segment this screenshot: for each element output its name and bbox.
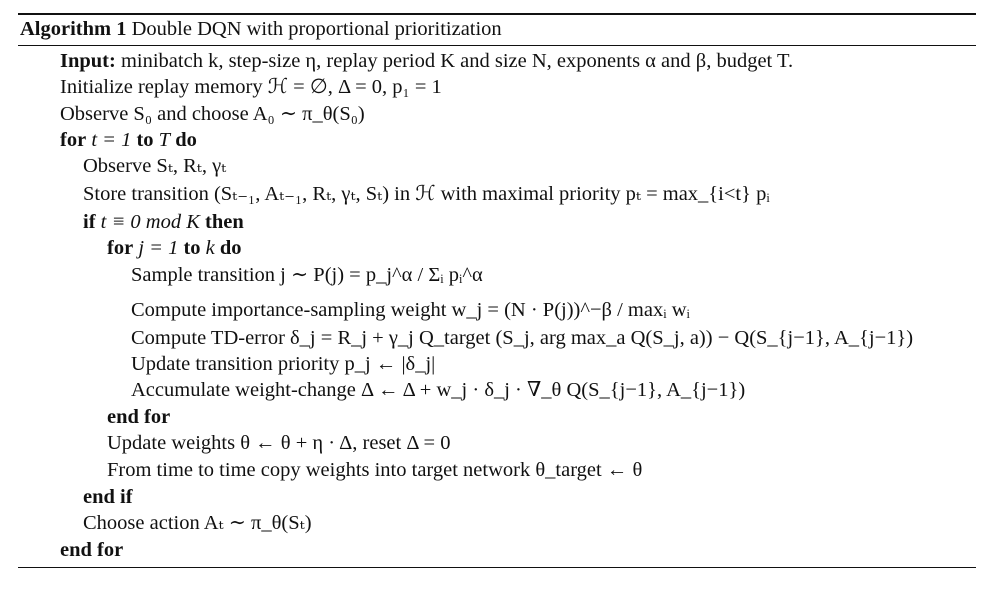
line-text: Store transition (Sₜ₋₁, Aₜ₋₁, Rₜ, γₜ, Sₜ) in ℋ with maximal priority pₜ = max_{i<t} pᵢ	[83, 183, 770, 205]
line-text: Choose action Aₜ ∼ π_θ(Sₜ)	[83, 512, 312, 534]
line-text: Compute TD-error δ_j = R_j + γ_j Q_target (S_j, arg max_a Q(S_j, a)) − Q(S_{j−1}, A_{j−1})	[131, 327, 914, 349]
line-text: Update weights θ ← θ + η · Δ, reset Δ = 0	[107, 432, 451, 454]
line-text: Sample transition j ∼ P(j) = p_j^α / Σᵢ pᵢ^α	[131, 264, 483, 286]
line-text	[83, 209, 244, 235]
keyword-end-if: end if	[83, 486, 133, 508]
loop-init: t = 1	[91, 129, 132, 151]
bottom-rule	[18, 567, 976, 568]
keyword-for: for	[107, 237, 134, 259]
line-text: Compute importance-sampling weight w_j = (N · P(j))^−β / maxᵢ wᵢ	[131, 299, 690, 321]
algorithm-caption	[20, 14, 502, 44]
line-text	[107, 404, 170, 430]
keyword-end-for: end for	[107, 406, 171, 428]
line-text: Observe S₀ and choose A₀ ∼ π_θ(S₀)	[60, 103, 365, 125]
line-text	[60, 48, 793, 74]
line-text	[60, 537, 123, 563]
input-list: minibatch k, step-size η, replay period K and size N, exponents α and β, budget T.	[120, 50, 794, 72]
line-text: Accumulate weight-change Δ ← Δ + w_j · δ_j · ∇_θ Q(S_{j−1}, A_{j−1})	[131, 379, 746, 401]
keyword-do: do	[175, 129, 197, 151]
keyword-input: Input:	[60, 50, 116, 72]
line-text: Initialize replay memory ℋ = ∅, Δ = 0, p₁ = 1	[60, 76, 442, 98]
line-text: Observe Sₜ, Rₜ, γₜ	[83, 155, 227, 177]
if-condition: t ≡ 0 mod K	[100, 211, 200, 233]
keyword-to: to	[136, 129, 154, 151]
algorithm-label: Algorithm 1	[20, 18, 127, 40]
keyword-end-for: end for	[60, 539, 124, 561]
keyword-if: if	[83, 211, 96, 233]
loop-bound: T	[158, 129, 171, 151]
line-text: From time to time copy weights into target network θ_target ← θ	[107, 459, 643, 481]
loop-init: j = 1	[138, 237, 179, 259]
algorithm-title: Double DQN with proportional prioritization	[131, 18, 502, 40]
line-text	[83, 484, 133, 510]
keyword-for: for	[60, 129, 87, 151]
line-text	[107, 235, 242, 261]
line-text	[60, 127, 197, 153]
loop-bound: k	[205, 237, 215, 259]
keyword-then: then	[205, 211, 244, 233]
line-text: Update transition priority p_j ← |δ_j|	[131, 353, 436, 375]
keyword-to: to	[183, 237, 201, 259]
caption-rule	[18, 45, 976, 46]
keyword-do: do	[219, 237, 242, 259]
